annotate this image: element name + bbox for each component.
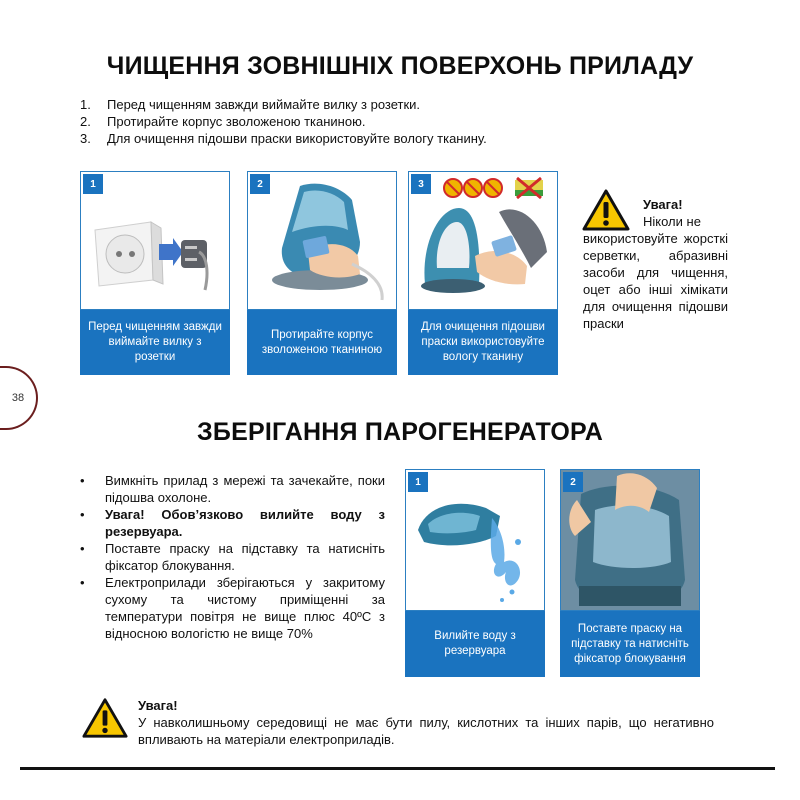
footer-divider <box>20 767 775 770</box>
warning-first-line: Ніколи не <box>643 214 701 229</box>
warning-note-environment <box>138 697 714 748</box>
cleaning-steps-list <box>80 96 487 147</box>
list-item: • Електроприлади зберігаються у закритому сухому та чистому приміщенні за температури повітря не вище плюс 40ºС з відносною вологістю не вище 70% <box>80 575 385 641</box>
list-item: • Поставте праску на підставку та натисніть фіксатор блокування. <box>80 541 385 573</box>
storage-card-1 <box>405 469 545 611</box>
page-number: 38 <box>0 366 38 430</box>
list-item: 1. Перед чищенням завжди виймайте вилку з розетки. <box>80 97 421 112</box>
cleaning-card-1 <box>80 171 230 310</box>
warning-text: У навколишньому середовищі не має бути пилу, кислотних та інших парів, що негативно впливають на матеріали електроприладів. <box>138 715 714 747</box>
warning-heading: Увага! <box>643 197 683 212</box>
storage-card-2-caption: Поставте праску на підставку та натисніть фіксатор блокування <box>560 611 700 677</box>
socket-plug-illustration <box>81 172 229 309</box>
cleaning-card-2-caption: Протирайте корпус зволоженою тканиною <box>247 310 397 375</box>
steam-generator-wipe-illustration <box>248 172 396 309</box>
step-number-badge: 1 <box>83 174 103 194</box>
cleaning-card-3-caption: Для очищення підошви праски використовуйте вологу тканину <box>408 310 558 375</box>
storage-instructions-list <box>80 472 385 642</box>
list-item: • Вимкніть прилад з мережі та зачекайте, поки підошва охолоне. <box>80 473 385 505</box>
iron-soleplate-illustration <box>409 172 557 309</box>
warning-icon <box>82 697 128 739</box>
list-item: 3. Для очищення підошви праски використовуйте вологу тканину. <box>80 131 487 146</box>
step-number-badge: 3 <box>411 174 431 194</box>
section-title-storage: ЗБЕРІГАННЯ ПАРОГЕНЕРАТОРА <box>197 418 603 446</box>
cleaning-card-1-caption: Перед чищенням завжди виймайте вилку з розетки <box>80 310 230 375</box>
cleaning-card-3 <box>408 171 558 310</box>
warning-heading: Увага! <box>138 698 178 713</box>
step-number-badge: 1 <box>408 472 428 492</box>
step-number-badge: 2 <box>250 174 270 194</box>
storage-card-1-caption: Вилийте воду з резервуара <box>405 611 545 677</box>
warning-note-cleaning <box>583 196 728 332</box>
storage-card-2 <box>560 469 700 611</box>
step-number-badge: 2 <box>563 472 583 492</box>
section-title-cleaning: ЧИЩЕННЯ ЗОВНІШНІХ ПОВЕРХОНЬ ПРИЛАДУ <box>106 52 694 80</box>
list-item: • Увага! Обов’язково вилийте воду з резервуара. <box>80 507 385 539</box>
list-item: 2. Протирайте корпус зволоженою тканиною. <box>80 114 366 129</box>
warning-text: використовуйте жорсткі серветки, абразивні засоби для чищення, оцет або інші хімікати для очищення підошви праски <box>583 231 728 331</box>
cleaning-card-2 <box>247 171 397 310</box>
